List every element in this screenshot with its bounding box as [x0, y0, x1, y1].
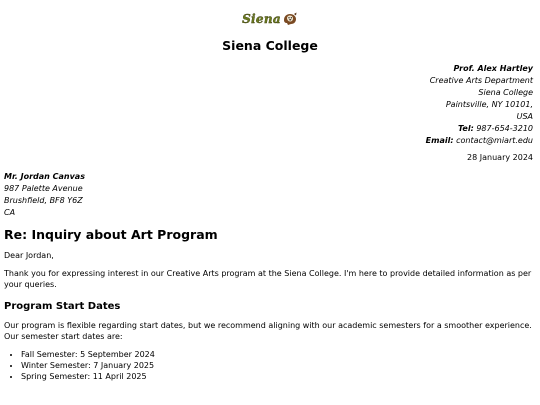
- college-logo: [242, 8, 298, 30]
- tel-value: 987-654-3210: [476, 124, 533, 133]
- letter-subject: Re: Inquiry about Art Program: [4, 227, 218, 242]
- sender-name: Prof. Alex Hartley: [453, 64, 533, 73]
- start-dates-paragraph: Our program is flexible regarding start dates, but we recommend aligning with our academic semesters for a smoother experience. Our semester start dates are:: [4, 321, 532, 341]
- start-dates-list: [4, 349, 536, 382]
- logo-wordmark: Siena: [242, 12, 281, 26]
- recipient-country: CA: [4, 208, 16, 217]
- recipient-name: Mr. Jordan Canvas: [4, 172, 85, 181]
- sender-department: Creative Arts Department: [429, 76, 533, 85]
- sender-telephone: [4, 123, 533, 135]
- letter-greeting: Dear Jordan,: [4, 251, 54, 260]
- list-item: • Spring Semester: 11 April 2025: [21, 371, 536, 382]
- college-name-heading: Siena College: [222, 38, 318, 53]
- recipient-city-line: Brushfield, BF8 Y6Z: [4, 196, 83, 205]
- email-value: contact@miart.edu: [456, 136, 533, 145]
- saint-bernard-mascot-icon: [282, 11, 298, 27]
- recipient-address-block: [4, 171, 536, 219]
- sender-email: [4, 135, 533, 147]
- letter-date: 28 January 2024: [467, 153, 533, 162]
- sender-country: USA: [516, 112, 533, 121]
- list-item: • Fall Semester: 5 September 2024: [21, 349, 536, 360]
- recipient-street: 987 Palette Avenue: [4, 184, 83, 193]
- sender-city-line: Paintsville, NY 10101,: [445, 100, 533, 109]
- logo-area: [4, 8, 536, 30]
- tel-label: Tel:: [457, 124, 474, 133]
- section-heading-start-dates: Program Start Dates: [4, 301, 121, 312]
- sender-address-block: [4, 63, 536, 147]
- list-item: • Winter Semester: 7 January 2025: [21, 360, 536, 371]
- sender-institution: Siena College: [478, 88, 533, 97]
- email-label: Email:: [425, 136, 454, 145]
- letter-intro-paragraph: Thank you for expressing interest in our Creative Arts program at the Siena College. I'm here to provide detailed information as per your queries.: [4, 269, 532, 289]
